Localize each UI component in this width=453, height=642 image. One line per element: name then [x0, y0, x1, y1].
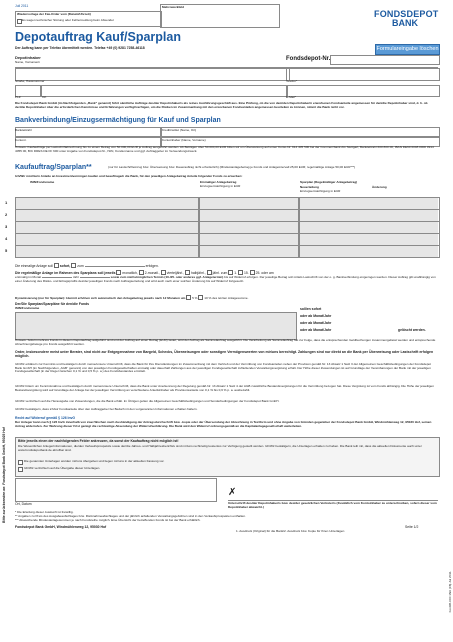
info-para-2: Ich/Wir bitte/n um Kenntnisnahme und bestätige/n durch meine/unsere Unterschrift, dass die Bank unter Anerkennung der Regelung gemäß Nr. 13 Absatz 1 Satz 4 der AGB zusätzliche Bestandsvergütungen für die Vermittlung bezogen hat. Diese Vergütung ist vom Fonds abhängig. Die Höhe der jeweiligen Bestandsvergütung wird auf Grundlage der Anlage bei der jeweiligen Vermittlung an verschiedene Anteilsinhaber als Provisionsanteile von 0,1 % bis 0,6 % p. a. ausbezahlt.: [15, 384, 434, 392]
neuerteilung-header: Neuerteilung: [300, 185, 319, 189]
fund-row-isin[interactable]: [15, 245, 200, 258]
intro-text: Die Fondsdepot Bank GmbH (im Nachfolgenden „Bank“ genannt) führt sämtliche Aufträge des/der Depotinhaber/s als reines Ausführungsgeschäft aus. Eine Prüfung, ob die von dem/den Depotinhaber/n erworbenen Fondsanteile angemessen für den/die Depotinhaber sind, d. h. ob der/die Depotinhaber über die erforderlichen Kenntnisse und Erfahrungen verfügt/verfügen, um die Risiken im Zusammenhang mit den erworbenen Fondsanteilen angemessen beurteilen zu können, nimmt die Bank nicht vor.: [15, 101, 428, 109]
mehrzweckfeld-label: Mehrzweckfeld: [162, 5, 185, 9]
ende-isin-label: ISIN/Fondsname: [15, 306, 40, 310]
brand-sub: BANK: [392, 18, 418, 28]
institut-label: Kreditinstitut (Name, Ort): [162, 128, 197, 132]
einmalig-sub: Einzugsermächtigung in EUR: [200, 184, 241, 188]
kauf-section-title: Kaufauftrag/Sparplan**: [15, 164, 92, 171]
isin-header: ISIN/Fondsname: [30, 180, 55, 184]
sofort-checkbox[interactable]: [54, 263, 59, 268]
ort-label: Ort: [42, 95, 47, 99]
fund-row-num: 3: [5, 224, 8, 229]
blz-field[interactable]: [15, 127, 162, 137]
info-para-1: Ich/Wir erkläre/n zur Kenntnis und bestätige/n durch meine/unsere Unterschrift, dass die Bank für ihre Dienstleistungen im Zusammenhang mit dem Vertrieb und der Vermittlung von Fondsanteilen neben der Provision gemäß Nr. 13 Absatz 1 Satz 3 der Allgemeinen Geschäftsbedingungen der Fondsdepot Bank GmbH (im Nachfolgenden „AGB“ genannt) von den jeweiligen Fondsgesellschaften einmalig oder dauerhaft Zahlungen aus der jeweiligen Fondsgesellschaft zufließenden Verwaltungsvergütung erhält. Der Höhe dieser Zuwendungen ist auf Grundlage der Vereinbarungen der Bank mit der jeweiligen Fondsgesellschaft (in der Regel zwischen 0,1 % und 0,5 % p. a.) des Fondsbestandes ermittelt.: [15, 362, 431, 374]
brand-name: FONDSDEPOT: [374, 9, 439, 19]
konto-label: Kontonr.: [15, 138, 27, 142]
orders-notice: Order, insbesondere meist unter Berater, sind nicht zur Entgegennahme von Bargeld, Schecks, Überweisungen oder sonstigen Vermögenswerten von mir/uns berechtigt. Zahlungen sind nur direkt an die Bank per Überweisung oder Lastschrift erfolgen möglich.: [15, 350, 434, 359]
fund-row-sparplan[interactable]: [298, 245, 440, 258]
holder-label: Depotinhaber: [15, 55, 41, 60]
fund-row-einmalig[interactable]: [198, 245, 300, 258]
place-date-field[interactable]: [15, 478, 217, 502]
schedule-line-3: erstmalig im Monat Jahr sowie zum nächstmöglichen Termin (10./25. oder anderes ggf. Anlagetermin) bis auf Widerruf erfolgen. Der jeweilige Betrag soll mittels Lastschrift von der o. g. Bankverbindung eingezogen werden. Dieser Auftrag gilt unabhängig von einer Änderung des Risiko- und Ertragsprofils des/der jeweiligen Fonds nach Auftragserteilung und wird auch nach einer solchen Änderung bis auf Widerruf fortgesetzt.: [15, 275, 436, 283]
footnote-3: *** Abweichende Mindestanlagesummen je nach Fondsreihe möglich. Eine Übersicht der betreffenden Fonds ist bei der Bank erhältlich.: [15, 518, 201, 522]
ort-field[interactable]: [40, 85, 288, 97]
phone-label: Telefon*: [286, 79, 298, 83]
schedule-line-1: Die einmalige Anlage soll sofort, zum erfolgen.: [15, 264, 159, 268]
fund-row-num: 5: [5, 248, 8, 253]
reset-form-button[interactable]: Formulareingabe löschen: [375, 44, 440, 55]
ende-bis: soll/en sofort: [300, 307, 322, 311]
footer-company: Fondsdepot Bank GmbH, Windmühlenweg 12, 95030 Hof: [15, 525, 107, 529]
schedule-line-2: Die regelmäßige Anlage im Rahmen des Sparplans soll jeweils monatlich, 2-monatl., vierteljährl., halbjährl., jährl. zum 1. 15. 25. oder am: [15, 271, 274, 275]
fund-row-num: 2: [5, 212, 8, 217]
recall-label: Wiedervorlage der Fax-Order vom (Datum/Uhrzeit): [17, 12, 91, 16]
place-date-label: Ort, Datum: [15, 502, 32, 506]
street-label: Straße, Hausnummer: [15, 79, 45, 83]
sparplan-header: Sparplan (Regelmäßiger Anlagebetrag): [300, 180, 358, 184]
aenderung-header: Änderung: [372, 185, 387, 189]
institut-field[interactable]: [160, 127, 440, 137]
pct10-checkbox[interactable]: [198, 295, 203, 300]
subtitle: Der Auftrag kann per Telefax übermittelt werden. Telefax +49 (0) 9281 7258-46118: [15, 46, 145, 50]
kontoinhaber-label: Kontoinhaber (Name, Vorname): [162, 138, 206, 142]
documents-box: [15, 437, 440, 477]
signature-mark-icon: ✗: [228, 487, 237, 498]
widerruf-text: Der Anleger kann nach § 126 InvG innerhalb von zwei Wochen nach Aushändigung der Antragsdurchschrift bzw. -kopie oder der Übersendung der Abrechnung in Textform und ohne Angabe von Gründen gegenüber der Fondsdepot Bank GmbH, Windmühlenweg 12, 95030 Hof, seinen Antrag widerrufen. Zur Wahrung dieser Frist genügt die rechtzeitige Absendung der Widerrufserklärung. Die Bank wird den Widerruf ordnungsgemäß an die Kapitalanlagegesellschaft weiterleiten.: [15, 420, 432, 428]
einmalig-header: Einmaliger Anlagebetrag: [200, 180, 237, 184]
kauf-note: (nur für Lastschrifteinzug bzw. Überweisung bzw. Dauerauftrag nicht erforderlich) (Mindestanlagebetrag je Fonds und Anlageintervall 25,00 EUR; regelmäßige Anlage 50,00 EUR***): [108, 165, 356, 169]
kauf-auth: Ich/Wir möchte/n Anteile an Investmentvermögen kaufen und beauftrage/n die Bank, für den jeweiligen Anlagebetrag Anteile folgender Fonds zu erwerben:: [15, 174, 243, 178]
widerruf-title: Recht auf Widerruf gemäß § 126 InvG: [15, 416, 76, 420]
documents-received-checkbox[interactable]: [18, 460, 23, 465]
street-field[interactable]: [15, 68, 290, 81]
bank-note: Hinweis: Kaufaufträge per Lastschriftabrechnung bis zu einem Betrag von 50.000,00 EUR je Auftrag ausgeführt werden. Ab Beträgen über 50.000,00 EUR bitten wir um Überweisung auf unser Konto-Nr. 914 405 500 bei der Commerzbank AG Stuttgart, Bankleitzahl 600 800 00, IBAN DE60 6008 0000 0914 4055 00, BIC DRES DE FF 600 unter Angabe von Fondsdepot-Nr., ISIN, Kundenname und ggf. Auftraggeber im Verwendungszweck.: [15, 145, 434, 153]
hinweis-sammelauftrag: Hinweis: Sofern mehrere Fonds in diesem Depotauftrag aufgeführt sind und der Auftrag auf einen Betrag (EUR) lautet, wird der Auftrag als Sammelauftrag ausgeführt. Die Verarbeitung als Sammelauftrag hat zur Folge, dass die entsprechenden Geldbuchungen zusammengefasst werden und entsprechende Abrechnungsbelege pro Fonds ausgeführt werden.: [15, 338, 436, 346]
ende-title: Der/Die Sparplan/Sparpläne für den/die Fonds: [15, 302, 90, 306]
fund-row-num: 1: [5, 200, 8, 205]
phone-field[interactable]: [286, 68, 440, 81]
documents-waive-label: Ich/Wir verzichte/n auf die Übergabe dieser Unterlagen.: [24, 466, 101, 470]
holder-sub: Name, Vorname/n: [15, 60, 40, 64]
footnote-1: * Die Erteilung dieser Auskunft ist freiwillig.: [15, 510, 74, 514]
documents-waive-checkbox[interactable]: [18, 467, 23, 472]
email-label: E-Mail*: [286, 95, 296, 99]
side-form-code: FonDB-000 1N6 (15) Jul 2011: [448, 571, 453, 613]
info-para-4: Ich/Wir bestätige/n, dass ich/wir Fondsanteile über den Auftraggeber bei Bedarf mit den vorgenannten Informationen erhalten habe/n.: [15, 407, 198, 411]
pct5-checkbox[interactable]: [186, 295, 191, 300]
recall-option: Es wegen technischer Störung oder Fehlermeldung beim Absender: [22, 18, 115, 22]
email-field[interactable]: [286, 85, 440, 97]
einzug-eur-label: Einzugsermächtigung in EUR: [300, 189, 341, 193]
bank-section-title: Bankverbindung/Einzugsermächtigung für Kauf und Sparplan: [15, 117, 221, 124]
ende-opt3: oder ab Monat/Jahr: [300, 328, 332, 332]
version-label: Juli 2011: [15, 4, 29, 8]
ende-opt2: oder ab Monat/Jahr: [300, 321, 332, 325]
info-para-3: Ich/Wir verzichte/n auf die Herausgabe von Zuwendungen, die die Bank erhält. Im Übrigen gelten die Allgemeinen Geschäftsbedingungen und Sonderbedingungen der Fondsdepot Bank GmbH.: [15, 399, 280, 403]
ende-stop: gelöscht werden.: [398, 328, 426, 332]
ende-isin-field[interactable]: [15, 312, 297, 340]
brand-logo: [374, 10, 440, 30]
page-title: Depotauftrag Kauf/Sparplan: [15, 30, 181, 44]
depot-nr-field[interactable]: [330, 55, 440, 65]
documents-title: Bitte jeweils einen der nachfolgenden Felder ankreuzen, da sonst der Kaufauftrag nicht möglich ist!: [18, 439, 179, 443]
fund-row-num: 4: [5, 236, 8, 241]
footer-page: Seite 1/2: [405, 525, 419, 529]
zum-checkbox[interactable]: [71, 263, 76, 268]
footnote-2: ** Angaben zu Preis des Ausgabeaufschlages bzw. Rücknahmeabschlages und der jährlich anfallenden Verwaltungsgebühren sind in den Verkaufsprospekten enthalten.: [15, 514, 246, 518]
signature-label: Unterschrift des/der Depotinhaber/s bzw. des/der gesetzlichen Vertreter/s (Zusätzlich vom Kontoinhaber zu unterschreiben, sofern dieser vom Depotinhaber abweicht.): [228, 501, 437, 509]
dynamisierung-line: Dynamisierung (nur für Sparplan): Hiermit erhöhen sich automatisch den Anlagebetrag jeweils nach 12 Monaten um 5 % 10 % des letzten Anlagesumme.: [15, 296, 249, 300]
ende-opt1: oder ab Monat/Jahr: [300, 314, 332, 318]
footer-copies: 1. Ausdruck (Original) für die Bank/2. Ausdruck bzw. Kopie für Ihren Unterlagen: [236, 529, 345, 533]
plz-label: PLZ: [15, 95, 21, 99]
side-return-address: Bitte zurücksenden an: Fondsdepot Bank GmbH, 95025 Hof: [2, 427, 6, 523]
documents-received-label: Die genannten Unterlagen wurden mir/uns übergeben und liegen mir/uns in der aktuellen Fassung vor.: [24, 459, 165, 463]
blz-label: Bankleitzahl: [15, 128, 32, 132]
documents-text: Die Wesentlichen Anlegerinformationen, die/den Verkaufsprospekt/e sowie der/die Jahres- und Halbjahresbericht/e sind mir/uns rechtzeitig kostenlos zur Verfügung gestellt worden. Ich/Wir bestätige/n, die Unterlagen erhalten zu haben. Die Bank teilt mit, dass die aktuellen Dokumente auch unter www.fondsdepotbank.de abrufbar sind.: [18, 444, 422, 452]
depot-nr-label: Fondsdepot-Nr.: [286, 56, 331, 62]
